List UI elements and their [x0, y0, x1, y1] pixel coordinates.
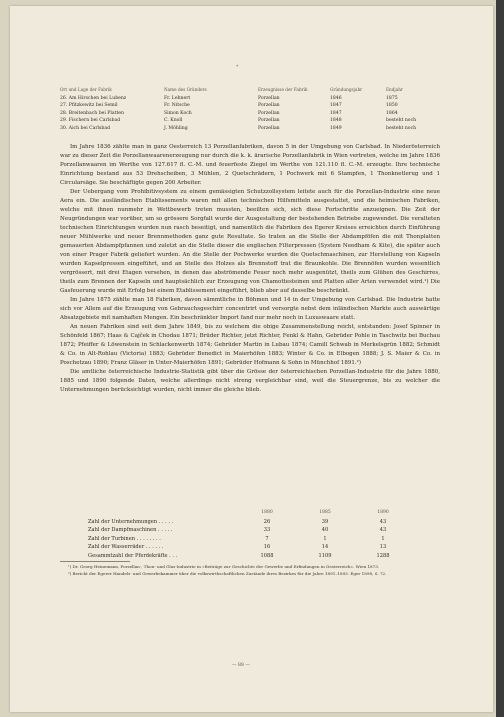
- table-row: [88, 535, 418, 544]
- table-cell: Porzellan: [258, 125, 280, 131]
- table-cell: 1849: [330, 125, 342, 131]
- row-label: Zahl der Dampfmaschinen . . . . .: [88, 527, 173, 534]
- row-label: Zahl der Unternehmungen . . . . .: [88, 518, 174, 525]
- table-cell: 7: [265, 535, 269, 542]
- table-cell: 1288: [376, 552, 390, 559]
- table-row: [88, 518, 418, 527]
- paragraph: Im Jahre 1875 zählte man 18 Fabriken, davon sämmtliche in Böhmen und 14 in der Umgebung von Carlsbad. Die Industrie hatte sich vor Allem auf die Erzeugung von Gebrauchsgeschirr concentrirt und versorgte nebst dem inländischen Markte auch auswärtige Absatzgebiete mit namhaften Mengen. Ein beschränkter Import fand nur mehr noch in Luxuswaare statt.: [60, 297, 440, 321]
- factory-table-header: [60, 86, 440, 94]
- table-cell: 1: [323, 535, 327, 542]
- year-header: 1880: [261, 510, 273, 515]
- header-mark: *: [236, 64, 239, 70]
- column-header: Ort und Lage der Fabrik: [60, 87, 112, 92]
- table-cell: Porzellan: [258, 103, 280, 109]
- table-cell: Porzellan: [258, 95, 280, 101]
- paragraph: Im Jahre 1836 zählte man in ganz Oesterreich 13 Porzellanfabriken, davon 5 in der Umgebung von Carlsbad. In Niederösterreich war zu dieser Zeit die Porzellanwaarenerzeugung nur durch die k. k. ärarische Porzellanfabrik in Wien vertreten, welche im Jahre 1836 Porzellanwaaren im Werthe von 127.617 fl. C.-M. und feuerfeste Ziegel im Werthe von 121.110 fl. C.-M. erzeugte. Ihre technische Einrichtung bestand aus 53 Drehscheiben, 3 Mühlen, 2 Quetschrädern, 1 Pochwerk mit 6 Stampfen, 1 Thonknetlerug und 1 Circularsäge. Sie beschäftigte gegen 200 Arbeiter.: [60, 144, 440, 186]
- footnote: ¹) Dr. Georg Heinemann, Porzellan-, Thon- und Glas-Industrie in »Beiträge zur Geschichte der Gewerbe und Erfindungen in Oesterreich«. Wien 1873.: [68, 564, 380, 569]
- table-cell: 1088: [260, 552, 274, 559]
- table-cell: 1850: [386, 103, 398, 109]
- year-header: 1885: [319, 510, 331, 515]
- table-cell: 1848: [330, 118, 342, 124]
- table-cell: 1: [381, 535, 385, 542]
- table-cell: Fr. Lehnert: [164, 95, 191, 101]
- paragraph: Der Uebergang vom Prohibitivsystem zu einem gemässigten Schutzzollsystem leitete auch für die Porzellan-Industrie eine neue Aera ein. Die ausländischen Etablissements waren mit allen technischen Hilfsmitteln ausgestattet, und die heimischen Fabriken, welche mit ihnen nunmehr in Wettbewerb treten mussten, beeilten sich, sich diese Fortschritte anzueignen. Die Zeit der Neugründungen war vorüber, um so grössere Sorgfalt wurde der Ausgestaltung der bestehenden Betriebe zugewendet. Die veralteten technischen Einrichtungen wurden nun rasch beseitigt, und namentlich die Fabriken des Egerer Kreises erreichten durch Einführung neuer Mühlwerke und neuer Brennmethoden ganz gute Resultate. So traten an die Stelle der Abdampföfen die mit Thonplatten gemauerten Abdampfpfannen und zuletzt an die Stelle dieser die englischen Filterpressen (System Needham & Kite), die später auch von einer Prager Fabrik geliefert wurden. An die Stelle der Pochwerke wurden die Quetschmaschinen, zur Herstellung von Kapseln wurden Kapselpressen eingeführt, und an Stelle des Holzes als Brennstoff trat die Braunkohle. Die Brennöfen wurden wesentlich vergrössert, mit drei Etagen versehen, in denen das abströmende Feuer noch mehr ausgenützt, theils zum Glühen des Geschirres, theils zum Brennen der Kapseln und hauptsächlich zur Erzeugung von Chamottesteinen und Platten aller Arten verwendet wird.¹) Die Gasfeuerung wurde mit Erfolg bei einem Etablissement eingeführt, blieb aber auf dasselbe beschränkt.: [60, 189, 440, 294]
- year-header: 1890: [377, 510, 389, 515]
- statistics-header: [88, 509, 418, 518]
- table-cell: 1109: [318, 552, 332, 559]
- table-cell: 1864: [386, 110, 398, 116]
- table-cell: 1875: [386, 95, 398, 101]
- table-cell: 33: [263, 527, 271, 534]
- table-cell: 29. Fischern bei Carlsbad: [60, 118, 121, 124]
- row-label: Gesammtzahl der Pferdekräfte . . .: [88, 552, 178, 559]
- row-label: Zahl der Wasserräder . . . . . .: [88, 544, 164, 551]
- table-cell: 26: [263, 518, 271, 525]
- table-cell: 30. Aich bei Carlsbad: [60, 125, 111, 131]
- table-row: [60, 95, 440, 103]
- table-row: [60, 110, 440, 118]
- table-cell: Fr. Nitsche: [164, 103, 190, 109]
- table-row: [88, 552, 418, 561]
- table-cell: 16: [263, 544, 271, 551]
- paragraph: An neuen Fabriken sind seit dem Jahre 1849, bis zu welchem die obige Zusammenstellung reicht, entstanden: Josef Spinner in Schönfeld 1867; Haas & Cajček in Chodau 1871; Brüder Richter, jetzt Richter, Fenkl & Hahn, Gebrüder Pohle in Taschwitz bei Buchau 1872; Pfeiffer & Löwenstein in Schlackenwerth 1874; Gebrüder Martin in Lubau 1874; Camill Schwab in Merkelsgrün 1882; Schmidt & Co. in Alt-Rohlau (Victoria) 1883; Gebrüder Benedict in Maierhöfen 1883; Winter & Co. in Elbogen 1888; J. S. Maier & Co. in Poschetzau 1890; Franz Gläser in Unter-Maierhöfen 1891; Gebrüder Hofmann & Sohn in Münchhof 1891.²): [60, 324, 440, 366]
- table-cell: C. Knoll: [164, 118, 183, 124]
- table-cell: 28. Breitenbach bei Platten: [60, 110, 124, 116]
- table-row: [88, 543, 418, 552]
- factory-table: [60, 86, 440, 133]
- table-row: [60, 117, 440, 125]
- table-cell: Porzellan: [258, 118, 280, 124]
- page-number: — 88 —: [232, 663, 250, 668]
- table-cell: 43: [379, 527, 387, 534]
- footnote-divider: [60, 561, 130, 562]
- table-cell: 43: [379, 518, 387, 525]
- footnotes: [60, 564, 440, 579]
- table-cell: 14: [321, 544, 329, 551]
- column-header: Name des Gründers: [164, 87, 207, 92]
- table-cell: Porzellan: [258, 110, 280, 116]
- table-row: [60, 102, 440, 110]
- column-header: Gründungsjahr: [330, 87, 363, 92]
- table-cell: 27. Pfitzkewitz bei Semil: [60, 103, 118, 109]
- column-header: Erzeugnisse der Fabrik: [258, 87, 308, 92]
- table-cell: 40: [321, 527, 329, 534]
- column-header: Endjahr: [386, 87, 403, 92]
- table-cell: besteht noch: [386, 118, 417, 124]
- body-text: [60, 143, 440, 395]
- table-cell: 39: [321, 518, 329, 525]
- statistics-table: [88, 509, 418, 561]
- paragraph: Die amtliche österreichische Industrie-Statistik gibt über die Grösse der österreichischen Porzellan-Industrie für die Jahre 1880, 1885 und 1890 folgende Daten, welche allerdings nicht streng vergleichbar sind, weil die Steuergrenze, bis zu welcher die Unternehmungen berücksichtigt wurden, nicht immer die gleiche blieb.: [60, 369, 440, 393]
- table-cell: J. Möhling: [164, 125, 188, 131]
- table-cell: besteht noch: [386, 125, 417, 131]
- table-row: [60, 125, 440, 133]
- row-label: Zahl der Turbinen . . . . . . . .: [88, 535, 161, 542]
- table-cell: 1846: [330, 95, 342, 101]
- table-cell: 1847: [330, 103, 342, 109]
- table-row: [88, 526, 418, 535]
- table-cell: 26. Am Hirschen bei Lubenz: [60, 95, 127, 101]
- table-cell: 13: [379, 544, 387, 551]
- table-cell: Simon Koch: [164, 110, 192, 116]
- viewer-scrollbar[interactable]: [496, 0, 504, 717]
- footnote: ²) Bericht der Egerer Handels- und Gewerbekammer über die volkswirthschaftlichen Zustände ihres Bezirkes für die Jahre 1891–1893. Eger 1898, S. 72.: [68, 571, 387, 577]
- table-cell: 1847: [330, 110, 342, 116]
